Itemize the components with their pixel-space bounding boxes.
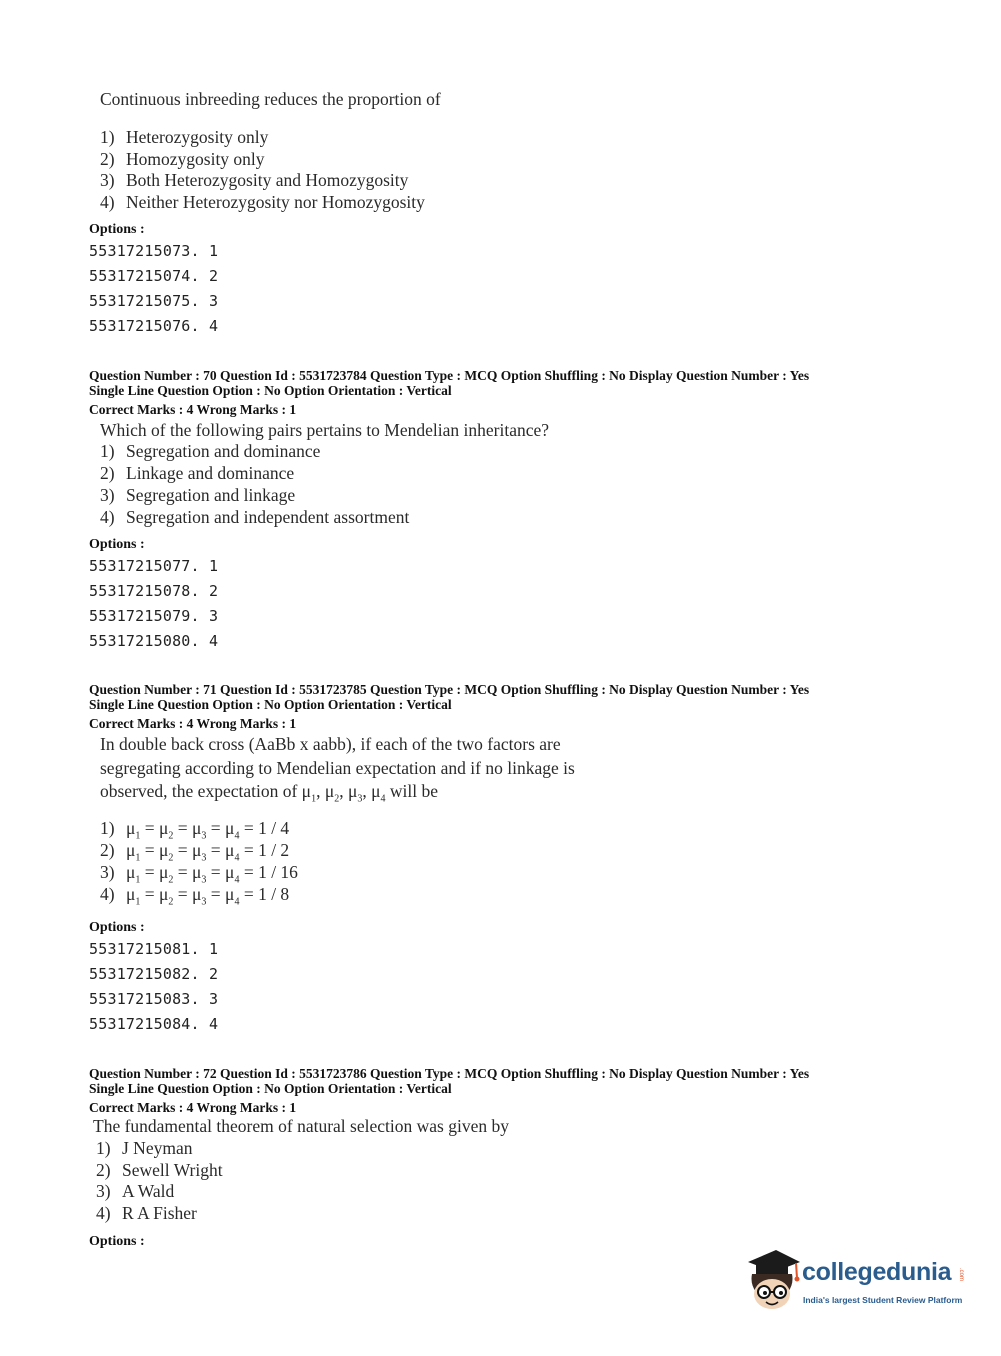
- question-72-options-label: Options :: [89, 1234, 145, 1249]
- question-70-options-label: Options :: [89, 537, 145, 552]
- question-70-meta-line2: Single Line Question Option : No Option Orientation : Vertical: [89, 383, 452, 398]
- collegedunia-logo: [742, 1248, 972, 1318]
- question-72-meta-line2: Single Line Question Option : No Option Orientation : Vertical: [89, 1081, 452, 1096]
- question-69-option-code: 55317215074. 2: [89, 267, 219, 285]
- question-69-option-code: 55317215076. 4: [89, 317, 219, 335]
- question-72-text: The fundamental theorem of natural selection was given by: [93, 1116, 509, 1136]
- question-70-option-code: 55317215077. 1: [89, 557, 219, 575]
- question-72-meta-line1: Question Number : 72 Question Id : 5531723786 Question Type : MCQ Option Shuffling : No Display Question Number : Yes: [89, 1066, 810, 1081]
- logo-domain-suffix: .com: [958, 1268, 964, 1282]
- question-70-option-code: 55317215079. 3: [89, 607, 219, 625]
- question-72-option-3: 3) A Wald: [96, 1181, 175, 1201]
- question-69-options-label: Options :: [89, 222, 145, 237]
- question-70-marks: Correct Marks : 4 Wrong Marks : 1: [89, 402, 297, 417]
- question-70-text: Which of the following pairs pertains to Mendelian inheritance?: [100, 420, 550, 440]
- question-71-meta-line2: Single Line Question Option : No Option Orientation : Vertical: [89, 697, 452, 712]
- mascot-icon: [742, 1248, 802, 1314]
- question-70-meta-line1: Question Number : 70 Question Id : 5531723784 Question Type : MCQ Option Shuffling : No Display Question Number : Yes: [89, 368, 810, 383]
- question-69-option-code: 55317215075. 3: [89, 292, 219, 310]
- question-69-option-code: 55317215073. 1: [89, 242, 219, 260]
- question-70-option-code: 55317215080. 4: [89, 632, 219, 650]
- question-70-option-1: 1) Segregation and dominance: [100, 441, 321, 461]
- question-71-text-line2: segregating according to Mendelian expectation and if no linkage is: [100, 758, 575, 778]
- question-71-option-4: 4) $\mu_1 = \mu_2 = \mu_3 = \mu_4 = 1 / 8$: [100, 884, 290, 908]
- question-70-option-code: 55317215078. 2: [89, 582, 219, 600]
- question-69-option-3: 3) Both Heterozygosity and Homozygosity: [100, 170, 409, 190]
- question-71-option-code: 55317215083. 3: [89, 990, 219, 1008]
- question-71-option-1: 1) $\mu_1 = \mu_2 = \mu_3 = \mu_4 = 1 / 4$: [100, 818, 290, 842]
- question-71-option-code: 55317215082. 2: [89, 965, 219, 983]
- question-71-option-code: 55317215081. 1: [89, 940, 219, 958]
- question-71-option-2: 2) $\mu_1 = \mu_2 = \mu_3 = \mu_4 = 1 / 2$: [100, 840, 290, 864]
- question-71-options-label: Options :: [89, 920, 145, 935]
- question-71-meta-line1: Question Number : 71 Question Id : 5531723785 Question Type : MCQ Option Shuffling : No Display Question Number : Yes: [89, 682, 810, 697]
- question-69-option-2: 2) Homozygosity only: [100, 149, 265, 169]
- question-69-option-4: 4) Neither Heterozygosity nor Homozygosity: [100, 192, 425, 212]
- question-72-marks: Correct Marks : 4 Wrong Marks : 1: [89, 1100, 297, 1115]
- question-71-option-3: 3) $\mu_1 = \mu_2 = \mu_3 = \mu_4 = 1 / 16$: [100, 862, 298, 886]
- question-71-text-line1: In double back cross (AaBb x aabb), if each of the two factors are: [100, 734, 561, 754]
- logo-wordmark: collegedunia: [802, 1258, 952, 1286]
- question-71-option-code: 55317215084. 4: [89, 1015, 219, 1033]
- question-69-option-1: 1) Heterozygosity only: [100, 127, 269, 147]
- question-72-option-1: 1) J Neyman: [96, 1138, 193, 1158]
- question-71-marks: Correct Marks : 4 Wrong Marks : 1: [89, 716, 297, 731]
- question-72-option-2: 2) Sewell Wright: [96, 1160, 223, 1180]
- question-70-option-4: 4) Segregation and independent assortment: [100, 507, 410, 527]
- question-72-option-4: 4) R A Fisher: [96, 1203, 197, 1223]
- logo-tagline: India's largest Student Review Platform: [803, 1295, 963, 1305]
- question-70-option-2: 2) Linkage and dominance: [100, 463, 295, 483]
- question-69-text: Continuous inbreeding reduces the proportion of: [100, 89, 441, 109]
- question-70-option-3: 3) Segregation and linkage: [100, 485, 296, 505]
- question-71-text-line3: observed, the expectation of $\mu_1$, $\mu_2$, $\mu_3$, $\mu_4$ will be: [100, 781, 438, 805]
